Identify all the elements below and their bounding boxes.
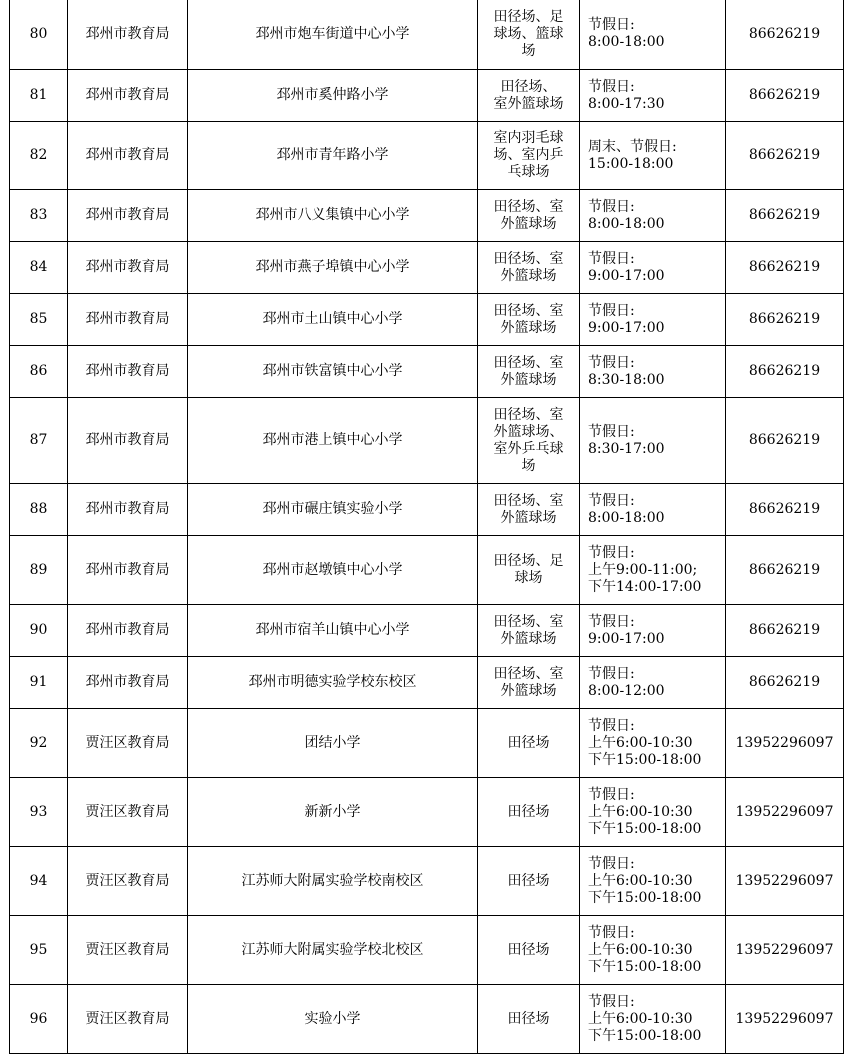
bureau-cell: 邳州市教育局	[68, 398, 188, 484]
table-row	[10, 847, 844, 916]
venue-line: 球场、篮球	[493, 25, 564, 42]
venue-cell	[478, 70, 580, 122]
table-row	[10, 0, 844, 70]
venue-cell	[478, 985, 580, 1054]
venue-cell	[478, 778, 580, 847]
opening-hours-cell	[580, 122, 726, 190]
venue-line: 外篮球场	[500, 371, 557, 388]
table-row	[10, 916, 844, 985]
venue-cell	[478, 484, 580, 536]
row-number-cell: 87	[10, 398, 68, 484]
table-body	[10, 0, 844, 1054]
phone-cell: 86626219	[726, 190, 844, 242]
venue-line: 田径场	[507, 734, 550, 751]
table-row	[10, 778, 844, 847]
school-name-cell: 新新小学	[188, 778, 478, 847]
hours-line: 节假日:	[588, 354, 635, 371]
venue-line: 田径场、室	[493, 406, 564, 423]
opening-hours-cell	[580, 778, 726, 847]
hours-line: 8:00-18:00	[588, 34, 665, 50]
bureau-cell: 贾汪区教育局	[68, 709, 188, 778]
opening-hours-cell	[580, 709, 726, 778]
hours-line: 9:00-17:00	[588, 630, 665, 647]
table-row	[10, 398, 844, 484]
school-name-cell: 江苏师大附属实验学校南校区	[188, 847, 478, 916]
phone-cell: 86626219	[726, 0, 844, 70]
hours-line: 节假日:	[588, 423, 635, 440]
school-name-cell: 江苏师大附属实验学校北校区	[188, 916, 478, 985]
row-number-cell: 90	[10, 605, 68, 657]
venue-line: 田径场	[507, 803, 550, 820]
venue-line: 外篮球场	[500, 630, 557, 647]
hours-line: 节假日:	[588, 924, 635, 941]
venue-cell	[478, 847, 580, 916]
school-name-cell: 邳州市八义集镇中心小学	[188, 190, 478, 242]
hours-line: 下午14:00-17:00	[588, 578, 702, 595]
phone-cell: 13952296097	[726, 709, 844, 778]
table-row	[10, 605, 844, 657]
table-row	[10, 536, 844, 605]
venue-line: 外篮球场	[500, 319, 557, 336]
table-row	[10, 294, 844, 346]
school-name-cell: 邳州市燕子埠镇中心小学	[188, 242, 478, 294]
hours-line: 节假日:	[588, 786, 635, 803]
venue-line: 场	[521, 42, 536, 59]
hours-line: 9:00-17:00	[588, 319, 665, 336]
school-name-cell: 邳州市宿羊山镇中心小学	[188, 605, 478, 657]
hours-line: 8:00-12:00	[588, 682, 665, 699]
phone-cell: 86626219	[726, 294, 844, 346]
venue-cell	[478, 605, 580, 657]
row-number-cell: 80	[10, 0, 68, 70]
table-row	[10, 242, 844, 294]
phone-cell: 86626219	[726, 484, 844, 536]
venue-line: 室外乒乓球	[493, 440, 564, 457]
phone-cell: 86626219	[726, 657, 844, 709]
hours-line: 节假日:	[588, 613, 635, 630]
venue-cell	[478, 657, 580, 709]
bureau-cell: 邳州市教育局	[68, 70, 188, 122]
bureau-cell: 邳州市教育局	[68, 605, 188, 657]
row-number-cell: 96	[10, 985, 68, 1054]
row-number-cell: 82	[10, 122, 68, 190]
hours-line: 8:00-17:30	[588, 95, 665, 112]
bureau-cell: 邳州市教育局	[68, 242, 188, 294]
hours-line: 上午6:00-10:30	[588, 872, 693, 889]
school-name-cell: 邳州市港上镇中心小学	[188, 398, 478, 484]
opening-hours-cell	[580, 605, 726, 657]
hours-line: 下午15:00-18:00	[588, 958, 702, 975]
row-number-cell: 94	[10, 847, 68, 916]
school-name-cell: 实验小学	[188, 985, 478, 1054]
venue-line: 田径场	[507, 1010, 550, 1027]
venue-cell	[478, 122, 580, 190]
bureau-cell: 邳州市教育局	[68, 346, 188, 398]
row-number-cell: 83	[10, 190, 68, 242]
opening-hours-cell	[580, 190, 726, 242]
venue-line: 乓球场	[507, 164, 550, 180]
bureau-cell: 贾汪区教育局	[68, 985, 188, 1054]
hours-line: 节假日:	[588, 544, 635, 561]
venue-cell	[478, 916, 580, 985]
school-name-cell: 邳州市铁富镇中心小学	[188, 346, 478, 398]
hours-line: 节假日:	[588, 302, 635, 319]
row-number-cell: 89	[10, 536, 68, 605]
hours-line: 8:30-18:00	[588, 371, 665, 388]
hours-line: 上午6:00-10:30	[588, 803, 693, 820]
hours-line: 下午15:00-18:00	[588, 820, 702, 837]
hours-line: 节假日:	[588, 17, 635, 33]
opening-hours-cell	[580, 985, 726, 1054]
phone-cell: 86626219	[726, 536, 844, 605]
table-row	[10, 709, 844, 778]
bureau-cell: 贾汪区教育局	[68, 916, 188, 985]
venue-cell	[478, 294, 580, 346]
bureau-cell: 邳州市教育局	[68, 536, 188, 605]
hours-line: 节假日:	[588, 665, 635, 682]
row-number-cell: 86	[10, 346, 68, 398]
opening-hours-cell	[580, 536, 726, 605]
venue-cell	[478, 242, 580, 294]
venue-line: 田径场、室	[493, 613, 564, 630]
table-row	[10, 657, 844, 709]
venue-line: 外篮球场	[500, 682, 557, 699]
bureau-cell: 邳州市教育局	[68, 657, 188, 709]
hours-line: 上午6:00-10:30	[588, 734, 693, 751]
bureau-cell: 邳州市教育局	[68, 484, 188, 536]
venue-cell	[478, 190, 580, 242]
hours-line: 下午15:00-18:00	[588, 751, 702, 768]
opening-hours-cell	[580, 398, 726, 484]
phone-cell: 86626219	[726, 605, 844, 657]
opening-hours-cell	[580, 484, 726, 536]
bureau-cell: 邳州市教育局	[68, 0, 188, 70]
venue-line: 田径场、	[500, 78, 557, 95]
opening-hours-cell	[580, 657, 726, 709]
hours-line: 节假日:	[588, 78, 635, 95]
phone-cell: 86626219	[726, 346, 844, 398]
venue-line: 田径场、室	[493, 302, 564, 319]
venue-line: 田径场、足	[493, 8, 564, 25]
phone-cell: 86626219	[726, 70, 844, 122]
bureau-cell: 贾汪区教育局	[68, 847, 188, 916]
row-number-cell: 91	[10, 657, 68, 709]
school-name-cell: 邳州市明德实验学校东校区	[188, 657, 478, 709]
hours-line: 15:00-18:00	[588, 155, 674, 172]
venue-cell	[478, 346, 580, 398]
hours-line: 节假日:	[588, 855, 635, 872]
table-row	[10, 190, 844, 242]
hours-line: 节假日:	[588, 250, 635, 267]
venue-line: 田径场、室	[493, 665, 564, 682]
venue-line: 外篮球场	[500, 215, 557, 232]
hours-line: 下午15:00-18:00	[588, 1027, 702, 1044]
school-name-cell: 邳州市炮车街道中心小学	[188, 0, 478, 70]
phone-cell: 13952296097	[726, 847, 844, 916]
hours-line: 节假日:	[588, 717, 635, 734]
school-name-cell: 邳州市土山镇中心小学	[188, 294, 478, 346]
opening-hours-cell	[580, 0, 726, 70]
hours-line: 9:00-17:00	[588, 267, 665, 284]
venue-cell	[478, 536, 580, 605]
venue-cell	[478, 0, 580, 70]
venue-line: 田径场	[507, 941, 550, 958]
school-name-cell: 邳州市碾庄镇实验小学	[188, 484, 478, 536]
row-number-cell: 95	[10, 916, 68, 985]
phone-cell: 13952296097	[726, 916, 844, 985]
venue-cell	[478, 709, 580, 778]
venue-line: 田径场、室	[493, 354, 564, 371]
hours-line: 8:30-17:00	[588, 440, 665, 457]
bureau-cell: 邳州市教育局	[68, 122, 188, 190]
venue-line: 场、室内乒	[493, 147, 564, 163]
row-number-cell: 84	[10, 242, 68, 294]
venue-cell	[478, 398, 580, 484]
table-row	[10, 70, 844, 122]
hours-line: 节假日:	[588, 492, 635, 509]
venue-line: 田径场、室	[493, 492, 564, 509]
row-number-cell: 93	[10, 778, 68, 847]
phone-cell: 13952296097	[726, 985, 844, 1054]
opening-hours-cell	[580, 346, 726, 398]
venue-line: 田径场	[507, 872, 550, 889]
opening-hours-cell	[580, 847, 726, 916]
opening-hours-cell	[580, 242, 726, 294]
school-name-cell: 邳州市青年路小学	[188, 122, 478, 190]
hours-line: 上午6:00-10:30	[588, 1010, 693, 1027]
venue-line: 室内羽毛球	[493, 130, 564, 146]
table-row	[10, 985, 844, 1054]
venue-line: 外篮球场、	[493, 423, 564, 440]
hours-line: 周末、节假日:	[588, 138, 677, 155]
venue-line: 田径场、室	[493, 198, 564, 215]
venue-line: 室外篮球场	[493, 95, 564, 112]
opening-hours-cell	[580, 916, 726, 985]
hours-line: 上午6:00-10:30	[588, 941, 693, 958]
hours-line: 上午9:00-11:00;	[588, 561, 698, 578]
school-name-cell: 团结小学	[188, 709, 478, 778]
table-row	[10, 346, 844, 398]
table-row	[10, 484, 844, 536]
opening-hours-cell	[580, 294, 726, 346]
hours-line: 8:00-18:00	[588, 215, 665, 232]
phone-cell: 13952296097	[726, 778, 844, 847]
school-venues-table	[9, 0, 844, 1054]
row-number-cell: 81	[10, 70, 68, 122]
venue-line: 田径场、足	[493, 553, 564, 569]
hours-line: 下午15:00-18:00	[588, 889, 702, 906]
venue-line: 外篮球场	[500, 509, 557, 526]
venue-line: 外篮球场	[500, 267, 557, 284]
row-number-cell: 85	[10, 294, 68, 346]
venue-line: 场	[521, 457, 536, 474]
hours-line: 节假日:	[588, 993, 635, 1010]
phone-cell: 86626219	[726, 122, 844, 190]
phone-cell: 86626219	[726, 398, 844, 484]
bureau-cell: 邳州市教育局	[68, 190, 188, 242]
row-number-cell: 88	[10, 484, 68, 536]
phone-cell: 86626219	[726, 242, 844, 294]
hours-line: 节假日:	[588, 198, 635, 215]
hours-line: 8:00-18:00	[588, 509, 665, 526]
opening-hours-cell	[580, 70, 726, 122]
venue-line: 田径场、室	[493, 250, 564, 267]
venue-line: 球场	[514, 570, 543, 586]
school-name-cell: 邳州市奚仲路小学	[188, 70, 478, 122]
bureau-cell: 邳州市教育局	[68, 294, 188, 346]
row-number-cell: 92	[10, 709, 68, 778]
table-row	[10, 122, 844, 190]
bureau-cell: 贾汪区教育局	[68, 778, 188, 847]
school-name-cell: 邳州市赵墩镇中心小学	[188, 536, 478, 605]
